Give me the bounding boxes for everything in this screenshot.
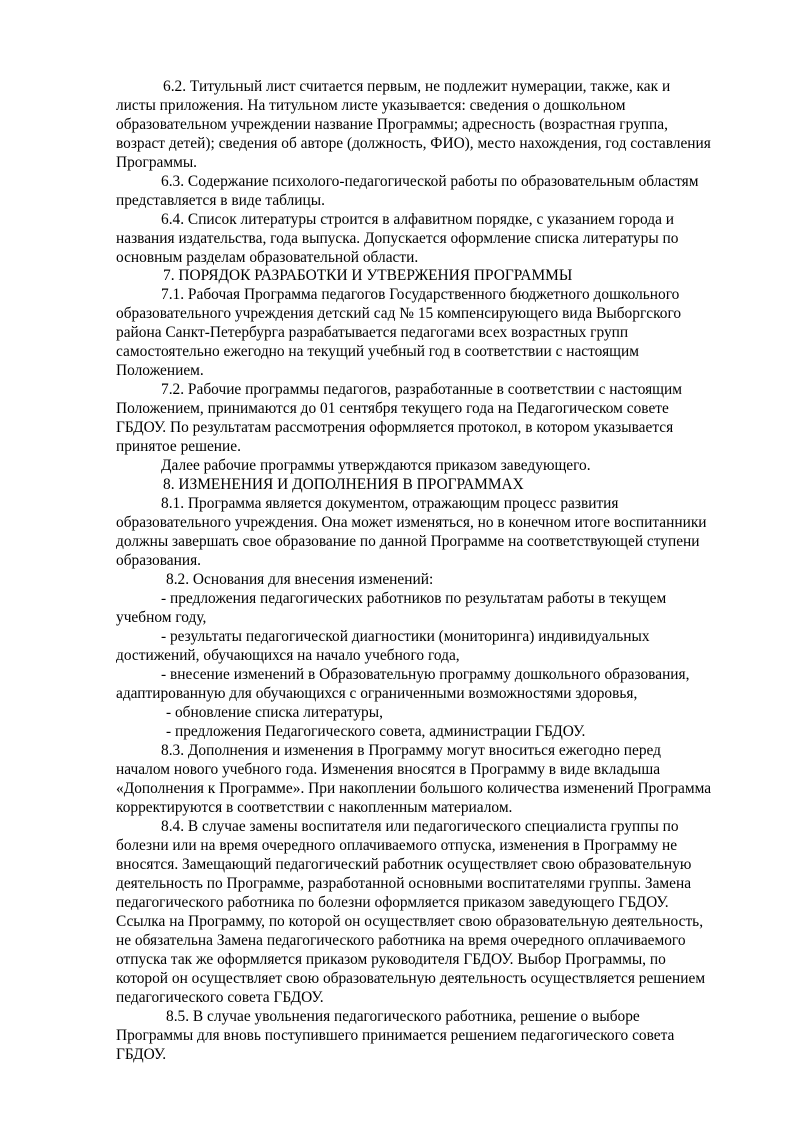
- text-line: Программы для вновь поступившего принимается решением педагогического совета: [116, 1027, 675, 1044]
- text-line: 8.3. Дополнения и изменения в Программу могут вноситься ежегодно перед: [161, 742, 661, 759]
- text-line: не обязательна Замена педагогического работника на время очередного оплачиваемого: [116, 932, 686, 949]
- text-line: Далее рабочие программы утверждаются приказом заведующего.: [161, 457, 591, 474]
- text-line: образовательного учреждения. Она может изменяться, но в конечном итоге воспитанники: [116, 514, 707, 531]
- section-heading: 7. ПОРЯДОК РАЗРАБОТКИ И УТВЕРЖЕНИЯ ПРОГРАММЫ: [163, 267, 573, 284]
- text-line: достижений, обучающихся на начало учебного года,: [116, 647, 460, 664]
- text-line: которой он осуществляет свою образовательную деятельность осуществляется решением: [116, 970, 706, 987]
- list-item: - предложения Педагогического совета, администрации ГБДОУ.: [166, 723, 586, 740]
- text-line: Ссылка на Программу, по которой он осуществляет свою образовательную деятельность,: [116, 913, 704, 930]
- text-line: представляется в виде таблицы.: [116, 192, 325, 209]
- list-item: - предложения педагогических работников по результатам работы в текущем: [161, 590, 667, 607]
- text-line: 8.2. Основания для внесения изменений:: [166, 571, 434, 588]
- text-line: 8.4. В случае замены воспитателя или педагогического специалиста группы по: [161, 818, 679, 835]
- text-line: корректируются в соответствии с накопленным материалом.: [116, 799, 513, 816]
- text-line: ГБДОУ. По результатам рассмотрения оформляется протокол, в котором указывается: [116, 419, 674, 436]
- text-line: листы приложения. На титульном листе указывается: сведения о дошкольном: [116, 97, 626, 114]
- text-line: Положением.: [116, 362, 204, 379]
- text-line: «Дополнения к Программе». При накоплении большого количества изменений Программа: [116, 780, 712, 797]
- text-line: началом нового учебного года. Изменения вносятся в Программу в виде вкладыша: [116, 761, 661, 778]
- text-line: 6.2. Титульный лист считается первым, не подлежит нумерации, также, как и: [163, 78, 671, 95]
- text-line: адаптированную для обучающихся с ограниченными возможностями здоровья,: [116, 685, 638, 702]
- text-line: названия издательства, года выпуска. Допускается оформление списка литературы по: [116, 230, 679, 247]
- text-line: 6.3. Содержание психолого-педагогической работы по образовательным областям: [161, 173, 699, 190]
- text-line: вносятся. Замещающий педагогический работник осуществляет свою образовательную: [116, 856, 692, 873]
- list-item: - обновление списка литературы,: [166, 704, 383, 721]
- list-item: - внесение изменений в Образовательную программу дошкольного образования,: [161, 666, 690, 683]
- text-line: педагогического работника по болезни оформляется приказом заведующего ГБДОУ.: [116, 894, 669, 911]
- text-line: Программы.: [116, 154, 198, 171]
- text-line: отпуска так же оформляется приказом руководителя ГБДОУ. Выбор Программы, по: [116, 951, 666, 968]
- text-line: 7.1. Рабочая Программа педагогов Государственного бюджетного дошкольного: [161, 286, 680, 303]
- text-line: должны завершать свое образование по данной Программе на соответствующей ступени: [116, 533, 700, 550]
- text-line: педагогического совета ГБДОУ.: [116, 989, 324, 1006]
- text-line: Положением, принимаются до 01 сентября текущего года на Педагогическом совете: [116, 400, 669, 417]
- text-line: деятельность по Программе, разработанной основными воспитателями группы. Замена: [116, 875, 692, 892]
- text-line: образования.: [116, 552, 202, 569]
- text-line: образовательном учреждении название Программы; адресность (возрастная группа,: [116, 116, 668, 133]
- text-line: образовательного учреждения детский сад № 15 компенсирующего вида Выборгского: [116, 305, 682, 322]
- text-line: 8.5. В случае увольнения педагогического работника, решение о выборе: [166, 1008, 640, 1025]
- text-line: болезни или на время очередного оплачиваемого отпуска, изменения в Программу не: [116, 837, 678, 854]
- text-line: 6.4. Список литературы строится в алфавитном порядке, с указанием города и: [161, 211, 675, 228]
- list-item: - результаты педагогической диагностики (мониторинга) индивидуальных: [161, 628, 650, 645]
- text-line: 8.1. Программа является документом, отражающим процесс развития: [161, 495, 619, 512]
- section-heading: 8. ИЗМЕНЕНИЯ И ДОПОЛНЕНИЯ В ПРОГРАММАХ: [163, 476, 524, 493]
- text-line: основным разделам образовательной области.: [116, 249, 419, 266]
- text-line: 7.2. Рабочие программы педагогов, разработанные в соответствии с настоящим: [161, 381, 683, 398]
- text-line: принятое решение.: [116, 438, 241, 455]
- text-line: ГБДОУ.: [116, 1046, 167, 1063]
- text-line: района Санкт-Петербурга разрабатывается педагогами всех возрастных групп: [116, 324, 629, 341]
- text-line: учебном году,: [116, 609, 207, 626]
- text-line: самостоятельно ежегодно на текущий учебный год в соответствии с настоящим: [116, 343, 639, 360]
- text-line: возраст детей); сведения об авторе (должность, ФИО), место нахождения, год составления: [116, 135, 711, 152]
